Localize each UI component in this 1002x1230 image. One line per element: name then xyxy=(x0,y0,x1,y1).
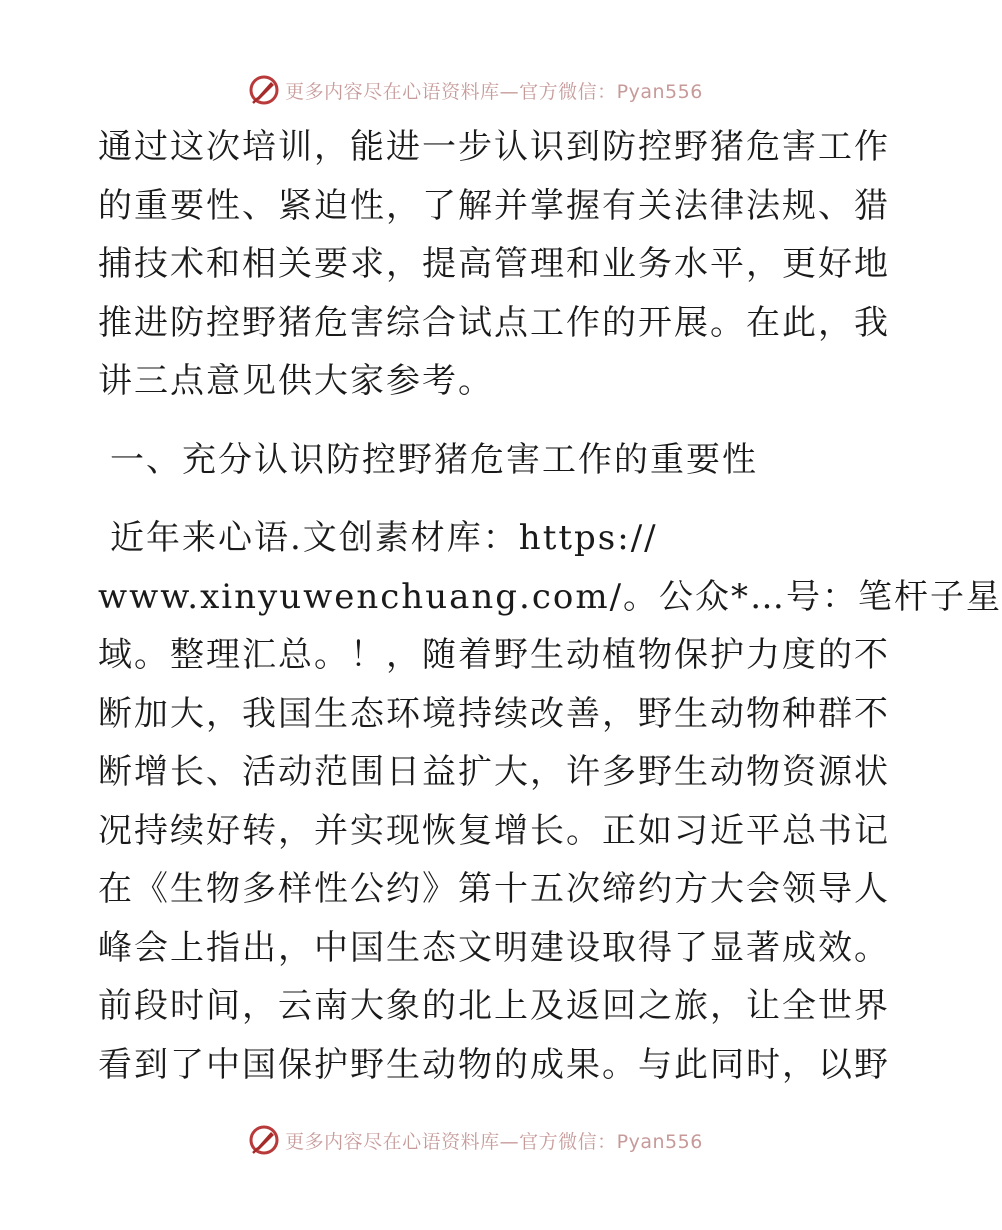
paragraph-line: 在《生物多样性公约》第十五次缔约方大会领导人 xyxy=(98,869,890,909)
paragraph-line: 域。整理汇总。！，随着野生动植物保护力度的不 xyxy=(98,635,890,675)
header-banner xyxy=(0,70,950,110)
paragraph-line: 看到了中国保护野生动物的成果。与此同时，以野 xyxy=(98,1044,890,1085)
quill-logo-icon xyxy=(247,73,281,107)
paragraph-line: 通过这次培训，能进一步认识到防控野猪危害工作 xyxy=(98,127,890,167)
paragraph-line: 断增长、活动范围日益扩大，许多野生动物资源状 xyxy=(98,752,890,792)
paragraph-line: 的重要性、紧迫性，了解并掌握有关法律法规、猎 xyxy=(98,185,890,226)
paragraph-line: 峰会上指出，中国生态文明建设取得了显著成效。 xyxy=(98,927,890,968)
section-heading: 一、充分认识防控野猪危害工作的重要性 xyxy=(110,439,758,480)
document-body xyxy=(98,118,1002,1094)
paragraph-line: 捕技术和相关要求，提高管理和业务水平，更好地 xyxy=(98,244,890,284)
footer-banner xyxy=(0,1120,950,1160)
paragraph-line: 推进防控野猪危害综合试点工作的开展。在此，我 xyxy=(98,302,890,343)
paragraph-line: 断加大，我国生态环境持续改善，野生动物种群不 xyxy=(98,693,890,734)
paragraph-line: 讲三点意见供大家参考。 xyxy=(98,361,494,401)
paragraph-line: 近年来心语.文创素材库：https:// xyxy=(110,518,658,558)
quill-logo-icon xyxy=(247,1123,281,1157)
paragraph-line: 况持续好转，并实现恢复增长。正如习近平总书记 xyxy=(98,810,890,851)
paragraph-line: www.xinyuwenchuang.com/。公众*…号：笔杆子星 xyxy=(98,576,1002,617)
header-banner-text: 更多内容尽在心语资料库—官方微信：Pyan556 xyxy=(285,80,703,103)
footer-banner-text: 更多内容尽在心语资料库—官方微信：Pyan556 xyxy=(285,1130,703,1153)
paragraph-line: 前段时间，云南大象的北上及返回之旅，让全世界 xyxy=(98,986,890,1026)
